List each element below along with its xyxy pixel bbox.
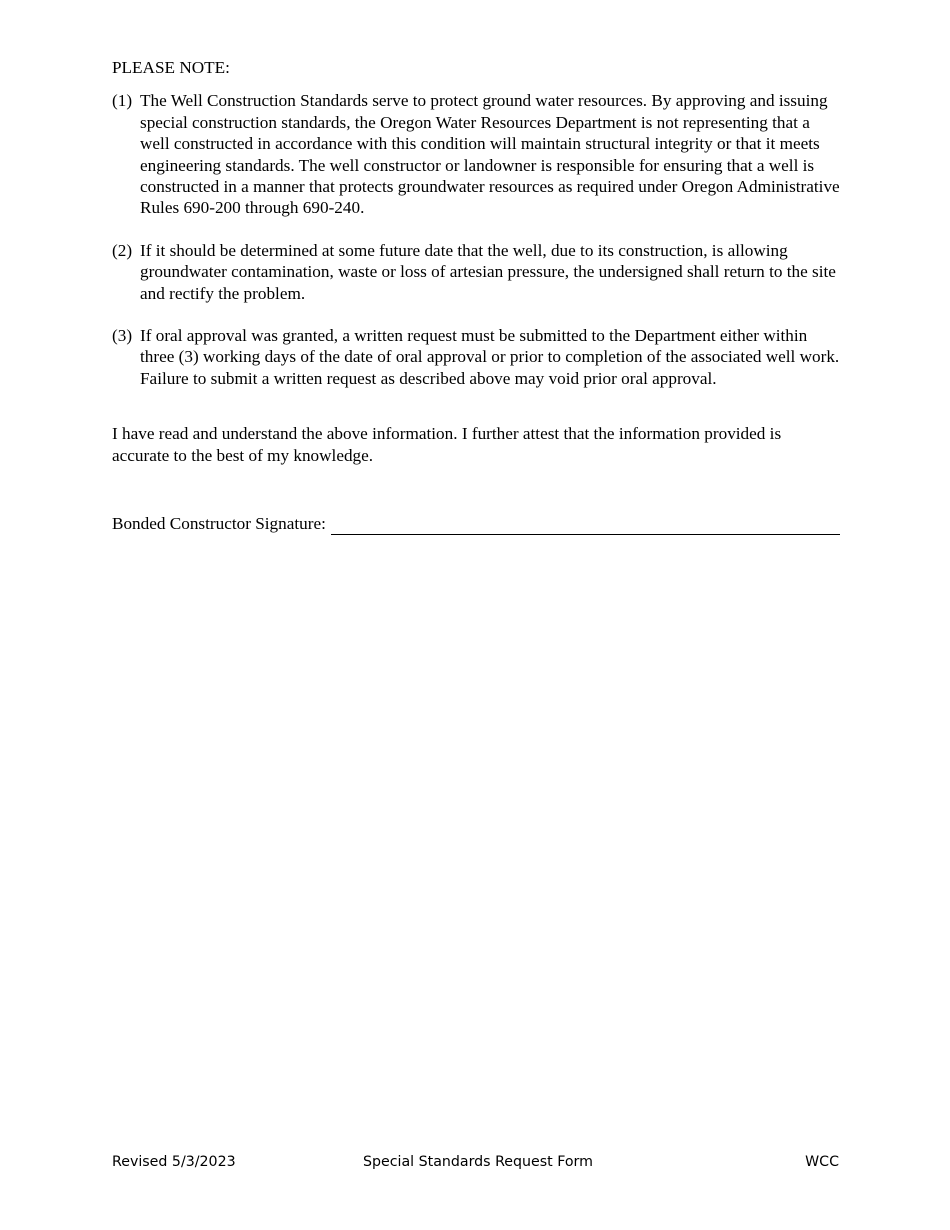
note-text: If it should be determined at some future date that the well, due to its construction, is allowing groundwater contamination, waste or loss of artesian pressure, the undersigned shall return to the site and rectify the problem.	[140, 240, 836, 303]
note-item-2	[112, 240, 840, 304]
page-footer	[112, 1152, 839, 1174]
note-number: (3)	[112, 326, 133, 346]
footer-code: WCC	[805, 1154, 839, 1170]
signature-row	[112, 513, 840, 534]
note-text: If oral approval was granted, a written request must be submitted to the Department either within three (3) working days of the date of oral approval or prior to completion of the associated well work. Failure to submit a written request as described above may void prior oral approval.	[140, 326, 840, 388]
signature-label: Bonded Constructor Signature:	[112, 514, 326, 534]
note-text: The Well Construction Standards serve to protect ground water resources. By approving and issuing special construction standards, the Oregon Water Resources Department is not representing that a well constructed in accordance with this condition will maintain structural integrity or that it meets engineering standards. The well constructor or landowner is responsible for ensuring that a well is constructed in a manner that protects groundwater resources as required under Oregon Administrative Rules 690-200 through 690-240.	[140, 91, 840, 218]
note-item-1	[112, 90, 840, 218]
document-body	[112, 57, 840, 535]
footer-revised-date: Revised 5/3/2023	[112, 1154, 236, 1170]
signature-field[interactable]	[331, 516, 840, 535]
attestation-statement: I have read and understand the above information. I further attest that the information provided is accurate to the best of my knowledge.	[112, 424, 782, 465]
please-note-heading: PLEASE NOTE:	[112, 58, 230, 77]
note-number: (2)	[112, 240, 133, 260]
note-item-3	[112, 325, 840, 389]
footer-form-name: Special Standards Request Form	[363, 1154, 593, 1170]
note-number: (1)	[112, 91, 133, 111]
